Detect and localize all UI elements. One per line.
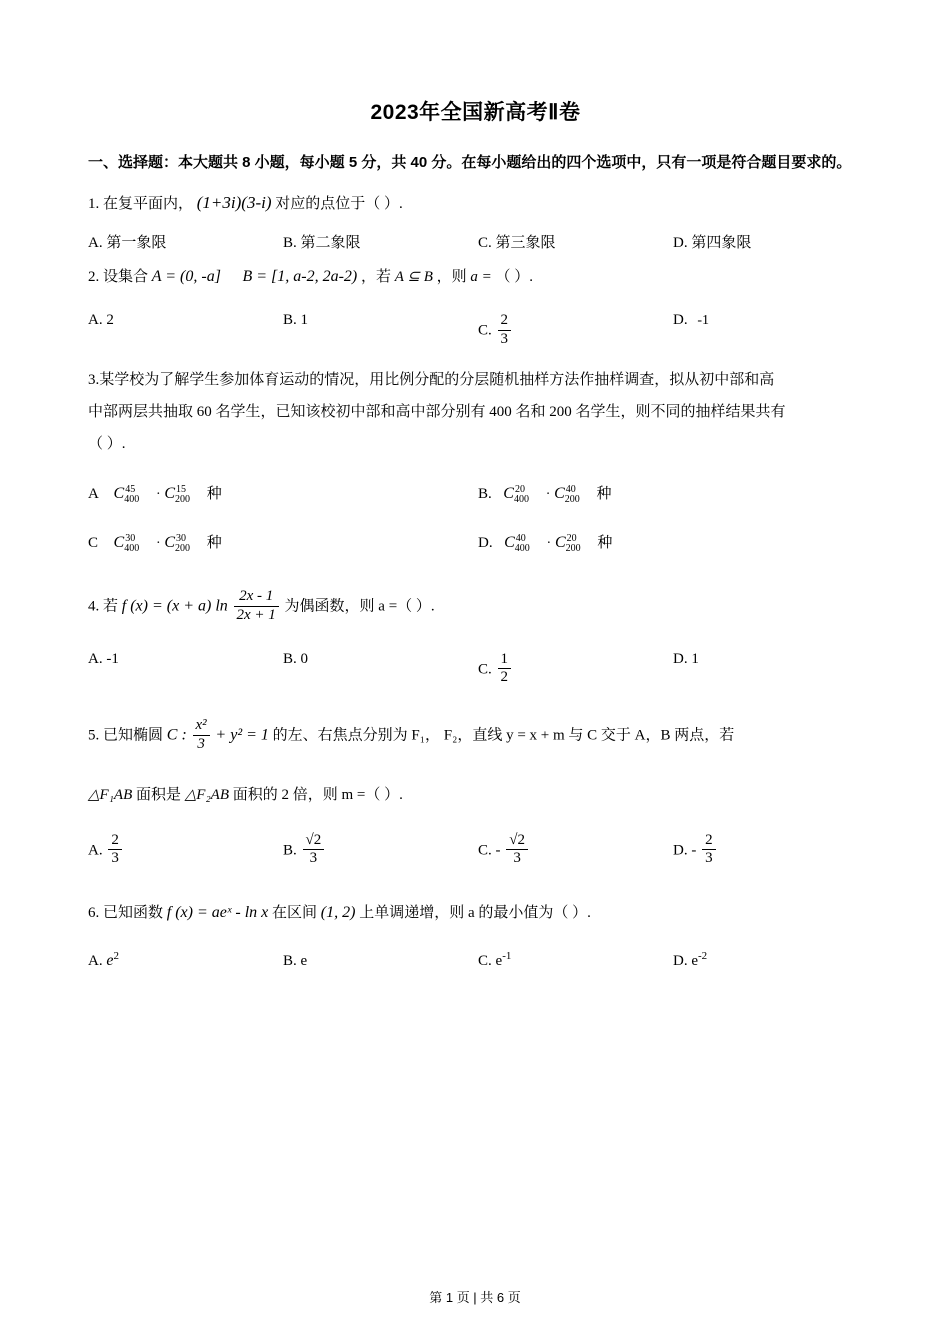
question-2-set-a: A = (0, -a] [151,268,221,285]
option-text: -1 [106,650,119,667]
option-text: 2 [106,312,114,328]
combination-1: $C^{40}_{400}$ [504,533,530,555]
question-2-number: 2. [88,269,100,285]
option-unit: 种 [596,486,612,503]
option-2-B[interactable] [283,312,478,348]
question-2-condition: A ⊆ B [394,269,433,285]
option-label: A. [88,841,103,858]
option-6-D[interactable] [673,950,707,970]
question-4 [88,588,863,624]
fraction: $\frac{2}{3}$ [108,832,122,868]
question-1 [88,188,863,219]
question-6-options [88,950,863,970]
question-2-var: a = [470,269,492,285]
option-label: A. [88,952,103,969]
question-3-options-row-1 [88,482,863,505]
option-label: D. [673,841,688,858]
option-base: e [300,952,308,969]
question-3-line-3: （ ）. [88,436,126,453]
option-1-A[interactable] [88,231,283,252]
option-4-D[interactable] [673,651,699,687]
question-6-interval: (1, 2) [320,903,356,921]
question-6-prefix: 已知函数 [103,904,164,921]
option-text: 第二象限 [300,235,361,251]
question-5-options [88,832,863,868]
option-exponent: 2 [113,949,119,962]
option-text: 1 [691,650,699,667]
page-footer: 第 1 页 | 共 6 页 [429,1290,521,1305]
question-4-number: 4. [88,598,100,615]
document-content [88,96,863,976]
option-2-A[interactable] [88,312,283,348]
option-1-B[interactable] [283,231,478,252]
option-label: A [88,486,99,503]
question-4-function: f (x) = (x + a) ln [121,597,228,615]
question-2-prefix: 设集合 [103,269,149,285]
question-5-end: 面积的 2 倍，则 m =（ ）. [232,786,403,803]
option-sign: - [691,841,697,858]
option-1-D[interactable] [673,231,751,252]
page-title: 2023年全国新高考Ⅱ卷 [370,101,581,124]
fraction: $\frac{√2}{3}$ [506,832,528,868]
question-1-options [88,231,863,252]
question-2-middle: ，若 [360,269,391,285]
question-3-line-2: 中部两层共抽取 60 名学生，已知该校初中部和高中部分别有 400 名和 200 名学生，则不同的抽样结果共有 [88,404,786,421]
option-label: B. [283,312,297,328]
fraction: $\frac{2}{3}$ [498,312,512,348]
option-label: B. [283,235,297,251]
question-1-suffix: 对应的点位于（ ）. [275,196,403,212]
question-5-ellipse-tail: + y² = 1 [215,726,269,744]
option-label: C. [478,235,492,251]
option-base: e [691,952,699,969]
question-1-number: 1. [88,196,100,212]
option-unit: 种 [206,486,222,503]
option-label: B. [283,952,297,969]
question-1-math: (1+3i)(3-i) [196,193,272,212]
question-5-number: 5. [88,727,100,744]
combination-2: $C^{30}_{200}$ [164,533,191,555]
question-6-number: 6. [88,904,100,921]
option-6-C[interactable] [478,950,673,970]
option-label: C. [478,952,492,969]
question-4-options [88,651,863,687]
option-3-D[interactable]: D. $C^{40}_{400} \cdot C^{20}_{200}$ 种 [478,533,613,555]
option-exponent: -2 [698,949,708,962]
fraction: $\frac{√2}{3}$ [303,832,325,868]
triangle-f1ab: △F₁AB [88,786,133,803]
option-6-A[interactable] [88,950,283,970]
option-label: C. [478,841,492,858]
option-label: C [88,535,99,552]
question-2-suffix: （ ）. [495,269,534,285]
combination-2: $C^{40}_{200}$ [554,484,580,506]
question-3-line-1: 3.某学校为了解学生参加体育运动的情况，用比例分配的分层随机抽样方法作抽样调查，拟从初中部和高 [88,372,775,389]
option-base: e [106,951,114,969]
question-2-set-b: B = [1, a-2, 2a-2) [242,268,358,285]
question-6 [88,898,863,928]
option-5-D[interactable] [673,832,718,868]
option-label: C. [478,322,492,339]
option-label: B. [478,486,492,503]
combination-1: $C^{20}_{400}$ [503,484,529,506]
option-4-B[interactable] [283,651,478,687]
fraction: $\frac{2x - 1}{2x + 1}$ [234,588,279,624]
question-6-suffix: 上单调递增，则 a 的最小值为（ ）. [359,904,591,921]
option-label: A. [88,235,103,251]
question-5-line-2 [88,780,863,810]
option-label: D. [478,535,493,552]
question-5-mid: 面积是 [136,786,182,803]
fraction: $\frac{\text{x²}}{3}$ [193,717,210,753]
question-4-suffix: 为偶函数，则 a =（ ）. [284,598,435,615]
question-5 [88,717,863,753]
option-3-A[interactable]: A $C^{45}_{400} \cdot C^{15}_{200}$ 种 [88,484,222,506]
question-5-prefix: 已知椭圆 [103,727,164,744]
option-3-C[interactable]: C $C^{30}_{400} \cdot C^{30}_{200}$ 种 [88,533,222,555]
option-text: -1 [697,313,710,328]
option-label: A. [88,650,103,667]
option-text: 第四象限 [691,235,752,251]
question-6-mid: 在区间 [272,904,318,921]
option-2-C[interactable] [478,312,673,348]
option-5-A[interactable] [88,832,283,868]
option-1-C[interactable] [478,231,673,252]
option-label: D. [673,235,688,251]
question-2-tail: ，则 [436,269,467,285]
option-sign: - [495,841,501,858]
question-3-options-row-2 [88,531,863,554]
option-3-B[interactable]: B. $C^{20}_{400} \cdot C^{40}_{200}$ 种 [478,484,612,506]
option-text: 第三象限 [495,235,556,251]
triangle-f2ab: △F₂AB [184,786,230,803]
question-6-function: f (x) = aeˣ - ln x [166,903,269,921]
option-4-C[interactable] [478,651,673,687]
question-5-ellipse-head: C : [166,726,187,744]
question-1-prefix: 在复平面内， [103,196,194,212]
option-base: e [495,952,503,969]
combination-2: $C^{20}_{200}$ [554,533,581,555]
option-5-C[interactable] [478,832,673,868]
combination-2: $C^{15}_{200}$ [164,484,191,506]
option-label: C. [478,661,492,678]
option-unit: 种 [597,535,613,552]
option-text: 第一象限 [106,235,167,251]
option-label: A. [88,312,103,328]
option-label: D. [673,952,688,969]
combination-1: $C^{45}_{400}$ [113,484,140,506]
fraction: $\frac{1}{2}$ [498,651,512,687]
option-text: 1 [300,312,309,328]
combination-1: $C^{30}_{400}$ [113,533,140,555]
option-2-D[interactable] [673,312,709,348]
option-unit: 种 [206,535,222,552]
option-label: D. [673,312,688,328]
option-5-B[interactable] [283,832,478,868]
option-label: D. [673,650,688,667]
option-text: 0 [300,650,309,667]
question-5-line-rest: 的左、右焦点分别为 F₁， F₂，直线 y = x + m 与 C 交于 A，B 两点，若 [272,727,735,744]
question-2-options [88,312,863,348]
option-exponent: -1 [502,949,512,962]
option-label: B. [283,650,297,667]
option-4-A[interactable] [88,651,283,687]
question-2 [88,262,863,292]
question-3 [88,364,863,460]
section-intro: 一、选择题：本大题共 8 小题，每小题 5 分，共 40 分。在每小题给出的四个选项中，只有一项是符合题目要求的。 [88,154,852,171]
fraction: $\frac{2}{3}$ [702,832,716,868]
option-label: B. [283,841,297,858]
question-3-number: 3. [88,372,100,389]
question-4-prefix: 若 [103,598,119,615]
option-6-B[interactable] [283,950,478,970]
